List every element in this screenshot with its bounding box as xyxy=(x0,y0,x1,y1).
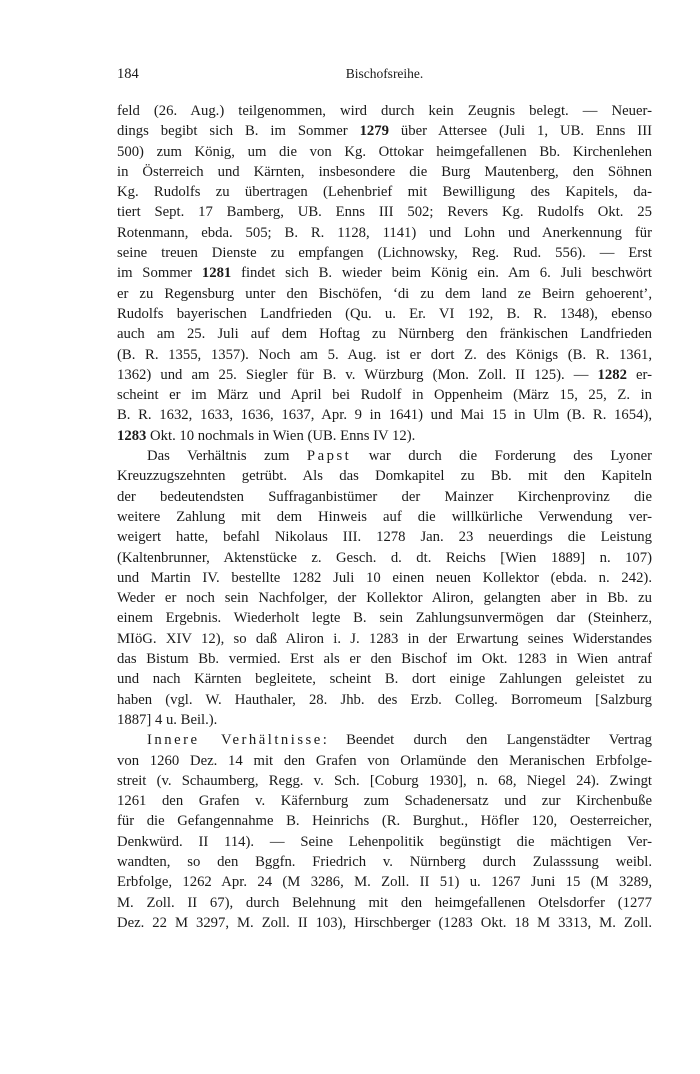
bold-year: 1281 xyxy=(201,265,232,282)
text-line xyxy=(117,365,652,385)
text-line xyxy=(117,466,652,486)
text-segment: seine treuen Dienste zu empfangen (Lichnowsky, Reg. Rud. 556). — Erst xyxy=(117,245,652,262)
text-line xyxy=(117,405,652,425)
text-segment: in Österreich und Kärnten, insbesondere die Burg Mautenberg, den Söhnen xyxy=(117,163,652,180)
text-line xyxy=(117,304,652,324)
text-line xyxy=(117,142,652,162)
text-segment: Dez. 22 M 3297, M. Zoll. II 103), Hirschberger (1283 Okt. 18 M 3313, M. Zoll. xyxy=(117,914,652,931)
text-line xyxy=(117,101,652,121)
text-line xyxy=(117,649,652,669)
text-line xyxy=(117,568,652,588)
text-segment: Kg. Rudolfs zu übertragen (Lehenbrief mit Bewilligung des Kapitels, da- xyxy=(117,184,652,201)
text-segment: über Attersee (Juli 1, UB. Enns III xyxy=(388,123,652,140)
text-line xyxy=(117,243,652,263)
text-line xyxy=(117,487,652,507)
text-line xyxy=(117,751,652,771)
text-line xyxy=(117,162,652,182)
text-line xyxy=(117,872,652,892)
text-line xyxy=(117,507,652,527)
text-segment: scheint er im März und April bei Rudolf in Oppenheim (März 15, 25, Z. in xyxy=(117,387,652,404)
text-segment: für die Gefangennahme B. Heinrichs (R. Burghut., Höfler 120, Oesterreicher, xyxy=(117,813,652,830)
text-segment: er zu Regensburg unter den Bischöfen, ‘di zu dem land ze Beirn gehoerent’, xyxy=(117,285,652,302)
text-segment: M. Zoll. II 67), durch Belehnung mit den heimgefallenen Otelsdorfer (1277 xyxy=(117,894,652,911)
text-line xyxy=(117,345,652,365)
text-line xyxy=(117,629,652,649)
text-line xyxy=(117,324,652,344)
running-title: Bischofsreihe. xyxy=(345,66,424,81)
text-segment: Okt. 10 nochmals in Wien (UB. Enns IV 12). xyxy=(146,427,416,444)
text-line xyxy=(117,791,652,811)
text-line xyxy=(117,284,652,304)
text-line xyxy=(117,608,652,628)
text-segment: tiert Sept. 17 Bamberg, UB. Enns III 502; Revers Kg. Rudolfs Okt. 25 xyxy=(117,204,652,221)
text-segment: von 1260 Dez. 14 mit den Grafen von Orlamünde den Meranischen Erbfolge- xyxy=(117,752,652,769)
text-segment: Weder er noch sein Nachfolger, der Kollektor Aliron, gelangten aber in Bb. zu xyxy=(117,590,652,607)
text-line xyxy=(117,710,652,730)
text-segment: weigert hatte, befahl Nikolaus III. 1278 Jan. 23 neuerdings die Leistung xyxy=(117,529,652,546)
text-segment: und nach Kärnten begleitete, scheint B. dort einige Zahlungen geleistet zu xyxy=(117,671,652,688)
text-line xyxy=(117,811,652,831)
text-line xyxy=(117,690,652,710)
text-segment: Kreuzzugszehnten getrübt. Als das Domkapitel zu Bb. mit den Kapiteln xyxy=(117,468,652,485)
text-segment: er- xyxy=(626,366,652,383)
text-line xyxy=(117,730,652,750)
text-segment: der bedeutendsten Suffraganbistümer der Mainzer Kirchenprovinz die xyxy=(117,488,652,505)
text-segment: streit (v. Schaumberg, Regg. v. Sch. [Coburg 1930], n. 68, Niegel 24). Zwingt xyxy=(117,772,652,789)
text-segment: 500) zum König, um die von Kg. Ottokar heimgefallenen Bb. Kirchenlehen xyxy=(117,143,652,160)
body-text xyxy=(117,101,652,933)
text-segment: feld (26. Aug.) teilgenommen, wird durch kein Zeugnis belegt. — Neuer- xyxy=(117,103,652,119)
text-segment: wandten, so den Bggfn. Friedrich v. Nürnberg durch Zulasssung weibl. xyxy=(117,853,652,870)
page-header xyxy=(117,66,652,86)
text-segment: und Martin IV. bestellte 1282 Juli 10 einen neuen Kollektor (ebda. n. 242). xyxy=(117,569,652,586)
text-line xyxy=(117,385,652,405)
text-segment: auch am 25. Juli auf dem Hoftag zu Nürnberg den fränkischen Landfrieden xyxy=(117,326,652,343)
text-segment: (Kaltenbrunner, Aktenstücke z. Gesch. d. dt. Reichs [Wien 1889] n. 107) xyxy=(117,549,652,566)
text-line xyxy=(117,121,652,141)
text-segment: das Bistum Bb. vermied. Erst als er den Bischof im Okt. 1283 in Wien antraf xyxy=(117,651,652,668)
paragraph xyxy=(117,101,652,446)
text-segment: war durch die Forderung des Lyoner xyxy=(351,448,652,465)
text-line xyxy=(117,548,652,568)
text-segment: Denkwürd. II 114). — Seine Lehenpolitik begünstigt die mächtigen Ver- xyxy=(117,833,652,850)
text-line xyxy=(117,182,652,202)
text-segment: dings begibt sich B. im Sommer xyxy=(117,123,360,140)
text-line xyxy=(117,852,652,872)
text-segment: MIöG. XIV 12), so daß Aliron i. J. 1283 in der Erwartung seines Widerstandes xyxy=(117,630,652,647)
text-line xyxy=(117,527,652,547)
text-segment: im Sommer xyxy=(117,265,202,282)
text-segment: findet sich B. wieder beim König ein. Am 6. Juli beschwört xyxy=(231,265,652,282)
text-line xyxy=(117,446,652,466)
text-line xyxy=(117,426,652,446)
text-segment: : Beendet durch den Langenstädter Vertrag xyxy=(322,732,653,749)
bold-year: 1282 xyxy=(597,366,627,383)
text-line xyxy=(117,893,652,913)
text-line xyxy=(117,223,652,243)
paragraph xyxy=(117,446,652,730)
text-segment: Das Verhältnis zum xyxy=(147,448,307,465)
text-line xyxy=(117,832,652,852)
text-segment: 1261 den Grafen v. Käfernburg zum Schadenersatz und zur Kirchenbuße xyxy=(117,793,652,810)
text-line xyxy=(117,263,652,283)
bold-year: 1283 xyxy=(117,427,147,444)
text-line xyxy=(117,669,652,689)
text-segment: (B. R. 1355, 1357). Noch am 5. Aug. ist er dort Z. des Königs (B. R. 1361, xyxy=(117,346,652,363)
text-segment: B. R. 1632, 1633, 1636, 1637, Apr. 9 in 1641) und Mai 15 in Ulm (B. R. 1654), xyxy=(117,407,652,424)
text-line xyxy=(117,913,652,933)
text-segment: 1887] 4 u. Beil.). xyxy=(117,711,218,728)
text-segment: weitere Zahlung mit dem Hinweis auf die willkürliche Verwendung ver- xyxy=(117,508,652,525)
text-line xyxy=(117,771,652,791)
text-segment: Erbfolge, 1262 Apr. 24 (M 3286, M. Zoll. II 51) u. 1267 Juni 15 (M 3289, xyxy=(117,874,652,891)
text-segment: Rudolfs bayerischen Landfrieden (Qu. u. Er. VI 192, B. R. 1348), ebenso xyxy=(117,305,652,322)
spaced-emphasis: Papst xyxy=(306,448,352,465)
text-segment: einem Ergebnis. Wiederholt legte B. sein Zahlungsunvermögen dar (Steinherz, xyxy=(117,610,652,627)
text-line xyxy=(117,202,652,222)
spaced-emphasis: Innere Verhältnisse xyxy=(147,732,323,749)
page-number: 184 xyxy=(117,66,139,82)
text-segment: haben (vgl. W. Hauthaler, 28. Jhb. des Erzb. Colleg. Borromeum [Salzburg xyxy=(117,691,652,708)
text-segment: Rotenmann, ebda. 505; B. R. 1128, 1141) und Lohn und Anerkennung für xyxy=(117,224,652,241)
text-segment: 1362) und am 25. Siegler für B. v. Würzburg (Mon. Zoll. II 125). — xyxy=(117,366,598,383)
text-line xyxy=(117,588,652,608)
paragraph xyxy=(117,730,652,933)
bold-year: 1279 xyxy=(359,123,389,140)
